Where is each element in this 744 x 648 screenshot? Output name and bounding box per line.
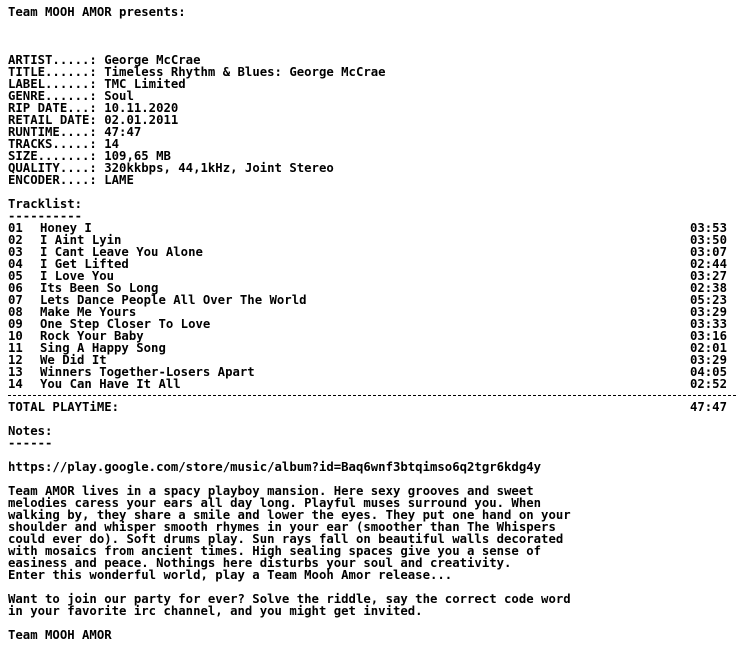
track-time: 03:53 <box>689 221 727 235</box>
track-number: 11 <box>8 341 23 355</box>
paragraph-line: in your favorite irc channel, and you might get invited. <box>8 604 423 618</box>
track-number: 10 <box>8 329 23 343</box>
info-key: TITLE......: <box>8 65 97 79</box>
track-title: I Aint Lyin <box>40 233 122 247</box>
paragraph-line: shoulder and whisper smooth rhymes in your ear (smoother than The Whispers <box>8 520 556 534</box>
info-value: Soul <box>104 89 134 103</box>
track-time: 02:01 <box>689 341 727 355</box>
paragraph-line: walking by, they share a smile and lower the eyes. They put one hand on your <box>8 508 571 522</box>
info-value: 02.01.2011 <box>104 113 179 127</box>
track-title: Sing A Happy Song <box>40 341 166 355</box>
total-time: 47:47 <box>689 400 727 414</box>
track-number: 09 <box>8 317 23 331</box>
info-value: 320kkbps, 44,1kHz, Joint Stereo <box>104 161 334 175</box>
track-number: 04 <box>8 257 23 271</box>
track-title: I Love You <box>40 269 115 283</box>
track-title: One Step Closer To Love <box>40 317 211 331</box>
total-label: TOTAL PLAYTiME: <box>8 400 120 414</box>
track-title: We Did It <box>40 353 107 367</box>
track-time: 03:33 <box>689 317 727 331</box>
track-number: 03 <box>8 245 23 259</box>
info-value: 14 <box>104 137 120 151</box>
tracklist-underline: ---------- <box>8 209 83 223</box>
notes-underline: ------ <box>8 436 53 450</box>
track-title: Rock Your Baby <box>40 329 144 343</box>
notes-heading: Notes: <box>8 424 53 438</box>
track-time: 03:27 <box>689 269 727 283</box>
info-value: George McCrae <box>104 53 201 67</box>
info-key: RETAIL DATE: <box>8 113 97 127</box>
track-time: 05:23 <box>689 293 727 307</box>
info-key: TRACKS.....: <box>8 137 97 151</box>
info-key: ARTIST.....: <box>8 53 97 67</box>
info-value: 10.11.2020 <box>104 101 179 115</box>
track-time: 03:16 <box>689 329 727 343</box>
track-row <box>8 258 727 270</box>
track-time: 03:29 <box>689 305 727 319</box>
info-block <box>8 54 744 186</box>
info-row <box>8 174 744 186</box>
total-row <box>8 401 727 413</box>
track-number: 02 <box>8 233 23 247</box>
paragraph-line: with mosaics from ancient times. High sealing spaces give you a sense of <box>8 544 542 558</box>
track-time: 03:50 <box>689 233 727 247</box>
track-title: Winners Together-Losers Apart <box>40 365 255 379</box>
info-value: 109,65 MB <box>104 149 171 163</box>
track-title: I Cant Leave You Alone <box>40 245 203 259</box>
album-url: https://play.google.com/store/music/album?id=Baq6wnf3btqimso6q2tgr6kdg4y <box>8 460 542 474</box>
track-time: 03:29 <box>689 353 727 367</box>
info-key: QUALITY....: <box>8 161 97 175</box>
track-time: 04:05 <box>689 365 727 379</box>
tracklist <box>8 222 744 390</box>
intro-line: Team MOOH AMOR presents: <box>8 5 186 19</box>
track-row <box>8 378 727 390</box>
info-value: 47:47 <box>104 125 142 139</box>
track-number: 13 <box>8 365 23 379</box>
track-title: Lets Dance People All Over The World <box>40 293 307 307</box>
track-number: 12 <box>8 353 23 367</box>
paragraph-line: could ever do). Soft drums play. Sun rays fall on beautiful walls decorated <box>8 532 564 546</box>
info-value: Timeless Rhythm & Blues: George McCrae <box>104 65 386 79</box>
description-paragraph <box>8 485 744 581</box>
invite-paragraph <box>8 593 744 617</box>
info-key: ENCODER....: <box>8 173 97 187</box>
track-title: You Can Have It All <box>40 377 181 391</box>
track-number: 08 <box>8 305 23 319</box>
paragraph-line: Enter this wonderful world, play a Team Mooh Amor release... <box>8 568 453 582</box>
info-key: LABEL......: <box>8 77 97 91</box>
track-title: Honey I <box>40 221 92 235</box>
info-key: GENRE......: <box>8 89 97 103</box>
track-time: 03:07 <box>689 245 727 259</box>
paragraph-line: Want to join our party for ever? Solve the riddle, say the correct code word <box>8 592 571 606</box>
track-number: 01 <box>8 221 23 235</box>
paragraph-line: easiness and peace. Nothings here disturbs your soul and creativity. <box>8 556 512 570</box>
signature: Team MOOH AMOR <box>8 628 112 642</box>
track-number: 14 <box>8 377 23 391</box>
info-key: SIZE.......: <box>8 149 97 163</box>
track-number: 07 <box>8 293 23 307</box>
info-value: LAME <box>104 173 134 187</box>
paragraph-line: melodies caress your ears all day long. Playful muses surround you. When <box>8 496 542 510</box>
info-key: RIP DATE...: <box>8 101 97 115</box>
track-title: Its Been So Long <box>40 281 159 295</box>
info-key: RUNTIME....: <box>8 125 97 139</box>
track-time: 02:52 <box>689 377 727 391</box>
tracklist-heading: Tracklist: <box>8 197 83 211</box>
track-title: I Get Lifted <box>40 257 129 271</box>
track-number: 05 <box>8 269 23 283</box>
track-row <box>8 342 727 354</box>
track-time: 02:44 <box>689 257 727 271</box>
track-time: 02:38 <box>689 281 727 295</box>
track-title: Make Me Yours <box>40 305 137 319</box>
total-divider <box>8 395 736 396</box>
paragraph-line: Team AMOR lives in a spacy playboy mansion. Here sexy grooves and sweet <box>8 484 534 498</box>
track-number: 06 <box>8 281 23 295</box>
info-value: TMC Limited <box>104 77 186 91</box>
